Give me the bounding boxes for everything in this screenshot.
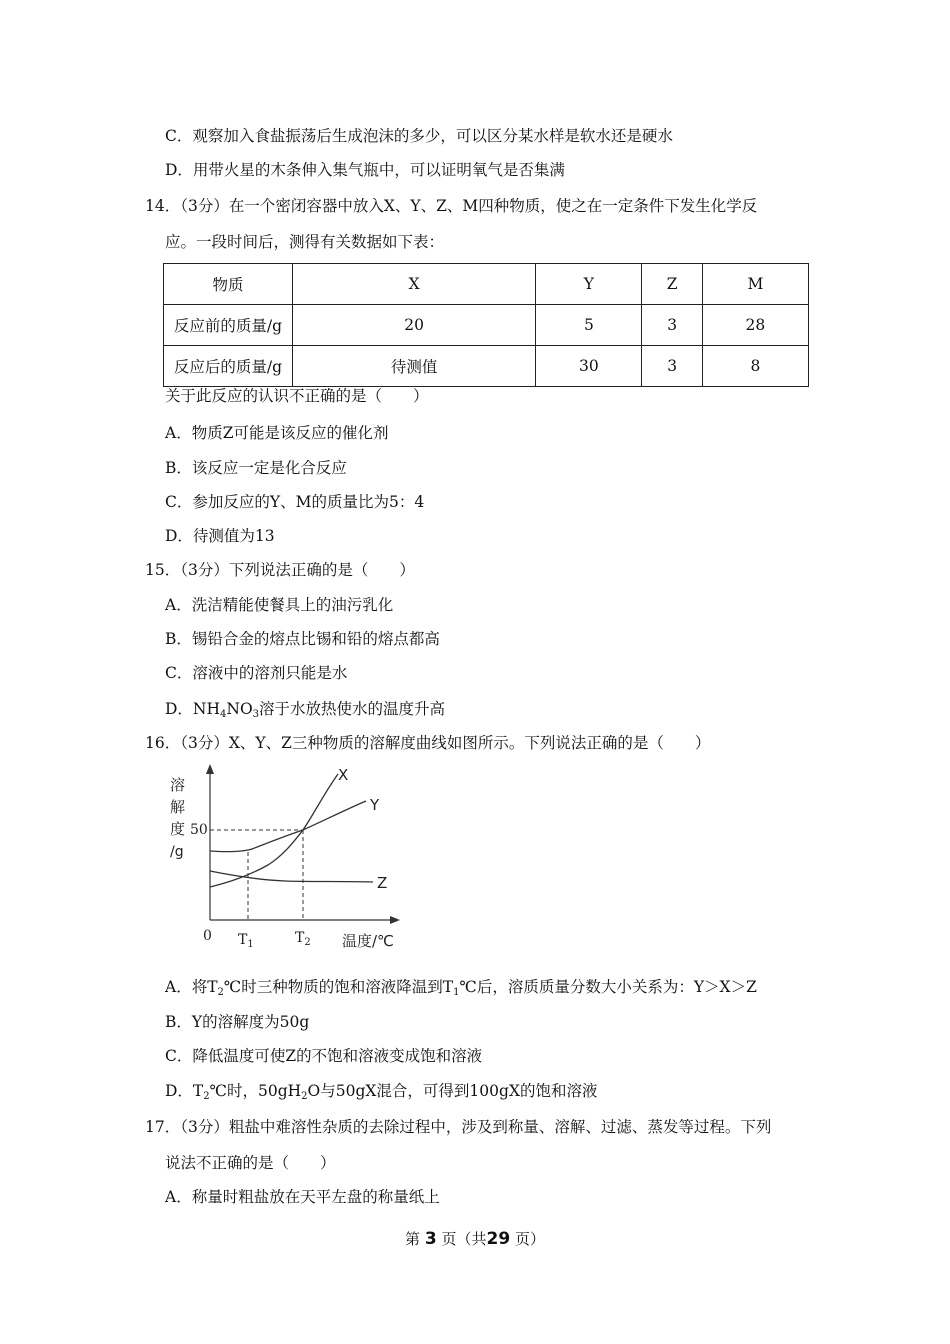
x-axis-label: 温度/℃ — [342, 932, 394, 950]
table-cell: 3 — [642, 346, 702, 387]
q16-option-a: A．将$T_2℃$时三种物质的饱和溶液降温到$T_1℃$后，溶质质量分数大小关系为：Y＞X＞Z — [165, 978, 757, 998]
curve-z-label: Z — [377, 874, 388, 892]
table-cell: M — [702, 264, 808, 305]
table-cell: X — [293, 264, 536, 305]
q15-stem: 15．（3分）下列说法正确的是（ ） — [145, 561, 415, 579]
q15-option-d: D．$NH_4NO_3$溶于水放热使水的温度升高 — [165, 700, 446, 720]
q14-option-b: B．该反应一定是化合反应 — [165, 459, 347, 477]
curve-y-label: Y — [370, 796, 380, 814]
q15-option-b: B．锡铅合金的熔点比锡和铅的熔点都高 — [165, 630, 440, 648]
q13-option-d: D．用带火星的木条伸入集气瓶中，可以证明氧气是否集满 — [165, 161, 565, 179]
table-cell: Y — [536, 264, 642, 305]
x-tick-t2: $T_2$ — [295, 930, 311, 948]
table-row — [164, 264, 809, 305]
q17-stem-line1: 17．（3分）粗盐中难溶性杂质的去除过程中，涉及到称量、溶解、过滤、蒸发等过程。下列 — [145, 1118, 772, 1136]
table-cell: 待测值 — [293, 346, 536, 387]
solubility-chart — [160, 760, 410, 955]
table-cell: 5 — [536, 305, 642, 346]
q14-option-d: D．待测值为13 — [165, 527, 275, 545]
table-cell: 8 — [702, 346, 808, 387]
curve-x-label: X — [338, 766, 349, 784]
q14-option-a: A．物质Z可能是该反应的催化剂 — [165, 424, 389, 442]
q14-stem-line2: 应。一段时间后，测得有关数据如下表： — [165, 233, 445, 251]
table-cell: 20 — [293, 305, 536, 346]
y-label-char: /g — [170, 844, 184, 860]
q16-option-b: B．Y的溶解度为50g — [165, 1013, 310, 1031]
y-label-char: 解 — [170, 798, 186, 816]
y-tick-50: 50 — [190, 822, 208, 838]
table-cell: 28 — [702, 305, 808, 346]
page-total: 29 — [486, 1229, 511, 1249]
x-axis-arrow-icon — [390, 916, 400, 924]
table-row — [164, 305, 809, 346]
q13-option-c: C．观察加入食盐振荡后生成泡沫的多少，可以区分某水样是软水还是硬水 — [165, 127, 673, 145]
page-number: 3 — [424, 1229, 437, 1249]
q14-data-table — [163, 263, 809, 387]
q16-option-c: C．降低温度可使Z的不饱和溶液变成饱和溶液 — [165, 1047, 483, 1065]
q16-stem: 16．（3分）X、Y、Z三种物质的溶解度曲线如图所示。下列说法正确的是（ ） — [145, 734, 711, 752]
origin-label: 0 — [203, 928, 212, 944]
q17-stem-line2: 说法不正确的是（ ） — [165, 1154, 336, 1172]
table-cell: 反应前的质量/g — [164, 305, 293, 346]
q14-option-c: C．参加反应的Y、M的质量比为5：4 — [165, 493, 425, 511]
y-axis-arrow-icon — [206, 764, 214, 774]
y-label-char: 溶 — [170, 776, 186, 794]
q16-option-d: D．$T_2℃$时，$50gH_2O$与50gX混合，可得到100gX的饱和溶液 — [165, 1082, 598, 1102]
table-cell: 物质 — [164, 264, 293, 305]
q14-question: 关于此反应的认识不正确的是（ ） — [165, 387, 429, 405]
q15-option-a: A．洗洁精能使餐具上的油污乳化 — [165, 596, 394, 614]
q14-stem-line1: 14．（3分）在一个密闭容器中放入X、Y、Z、M四种物质，使之在一定条件下发生化学反 — [145, 197, 758, 215]
page-footer: 第 3 页（共29 页） — [405, 1229, 545, 1249]
table-cell: 30 — [536, 346, 642, 387]
table-row — [164, 346, 809, 387]
q15-option-c: C．溶液中的溶剂只能是水 — [165, 664, 348, 682]
curve-y — [210, 801, 366, 852]
x-tick-t1: $T_1$ — [238, 932, 254, 950]
table-cell: 3 — [642, 305, 702, 346]
table-cell: 反应后的质量/g — [164, 346, 293, 387]
y-label-char: 度 — [170, 820, 186, 838]
table-cell: Z — [642, 264, 702, 305]
q17-option-a: A．称量时粗盐放在天平左盘的称量纸上 — [165, 1188, 440, 1206]
